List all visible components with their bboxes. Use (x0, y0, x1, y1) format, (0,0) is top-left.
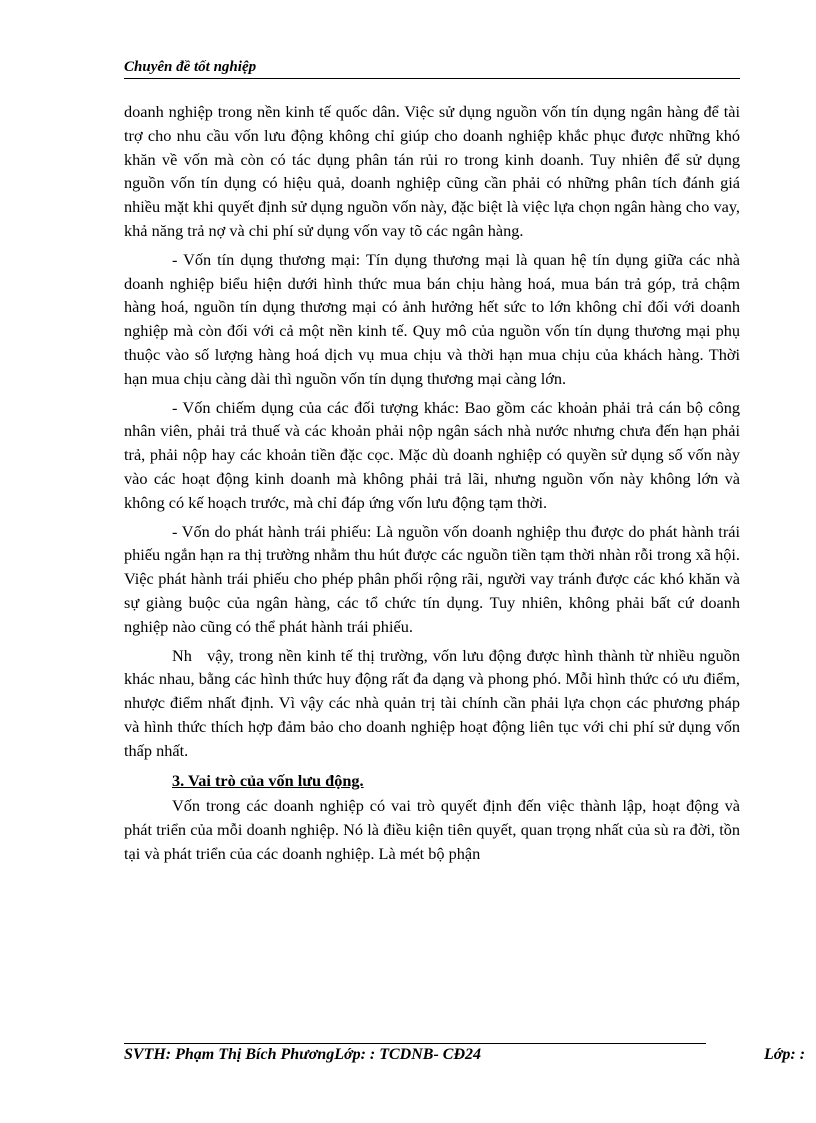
paragraph-bond-issuance: - Vốn do phát hành trái phiếu: Là nguồn vốn doanh nghiệp thu được do phát hành trái phiếu ngắn hạn ra thị trường nhằm thu hút được các nguồn tiền tạm thời nhàn rỗi trong xã hội. Việc phát hành trái phiếu cho phép phân phối rộng rãi, người vay tránh được các khó khăn và sự giàng buộc của ngân hàng, các tổ chức tín dụng. Tuy nhiên, không phải bất cứ doanh nghiệp nào cũng có thể phát hành trái phiếu. (124, 521, 740, 636)
paragraph-trade-credit: - Vốn tín dụng thương mại: Tín dụng thương mại là quan hệ tín dụng giữa các nhà doanh nghiệp biểu hiện dưới hình thức mua bán chịu hàng hoá, mua bán trả góp, trả chậm hàng hoá, nguồn tín dụng thương mại có ảnh hưởng hết sức to lớn không chỉ đối với doanh nghiệp mà còn đối với cả một nền kinh tế. Quy mô của nguồn vốn tín dụng thương mại phụ thuộc vào số lượng hàng hoá dịch vụ mua chịu và thời hạn mua chịu của khách hàng. Thời hạn mua chịu càng dài thì nguồn vốn tín dụng thương mại càng lớn. (124, 249, 740, 388)
paragraph-credit-intro: doanh nghiệp trong nền kinh tế quốc dân. Việc sử dụng nguồn vốn tín dụng ngân hàng để tài trợ cho nhu cầu vốn lưu động không chỉ giúp cho doanh nghiệp khắc phục được những khó khăn về vốn mà còn có tác dụng phân tán rủi ro trong kinh doanh. Tuy nhiên để sử dụng nguồn vốn tín dụng có hiệu quả, doanh nghiệp cũng cần phải có những phân tích đánh giá nhiều mặt khi quyết định sử dụng nguồn vốn này, đặc biệt là việc lựa chọn ngân hàng cho vay, khả năng trả nợ và chi phí sử dụng vốn vay tõ các ngân hàng. (124, 102, 740, 240)
header-title: Chuyên đề tốt nghiệp (124, 59, 257, 75)
section-heading-3: 3. Vai trò của vốn lưu động. (172, 770, 364, 790)
page-header (124, 58, 740, 79)
paragraph-summary: Nh vậy, trong nền kinh tế thị trường, vốn lưu động được hình thành từ nhiều nguồn khác nhau, bằng các hình thức huy động rất đa dạng và phong phó. Mỗi hình thức có ưu điểm, nhược điểm nhất định. Vì vậy các nhà quản trị tài chính cần phải lựa chọn các phương pháp và hình thức thích hợp đảm bảo cho doanh nghiệp hoạt động liên tục với chi phí sử dụng vốn thấp nhất. (124, 645, 745, 760)
footer-student-info: SVTH: Phạm Thị Bích PhươngLớp: : TCDNB- CĐ24 (124, 1046, 482, 1063)
footer-class-label: Lớp: : (764, 1046, 806, 1063)
paragraph-working-capital-role: Vốn trong các doanh nghiệp có vai trò quyết định đến việc thành lập, hoạt động và phát triển của mỗi doanh nghiệp. Nó là điều kiện tiên quyết, quan trọng nhất của sù ra đời, tồn tại và phát triển của các doanh nghiệp. Là mét bộ phận (124, 796, 740, 863)
footer-divider (124, 1043, 706, 1044)
document-body (124, 100, 745, 866)
paragraph-appropriated-capital: - Vốn chiếm dụng của các đối tượng khác: Bao gồm các khoản phải trả cán bộ công nhân viên, phải trả thuế và các khoản phải nộp ngân sách nhà nước nhưng chưa đến hạn phải trả, phải nộp hay các khoản tiền đặc cọc. Mặc dù doanh nghiệp có quyền sử dụng số vốn này vào các hoạt động kinh doanh mà không phải trả lãi, nhưng nguồn vốn này không lớn và không có kế hoạch trước, mà chỉ đáp ứng vốn lưu động tạm thời. (124, 397, 740, 512)
